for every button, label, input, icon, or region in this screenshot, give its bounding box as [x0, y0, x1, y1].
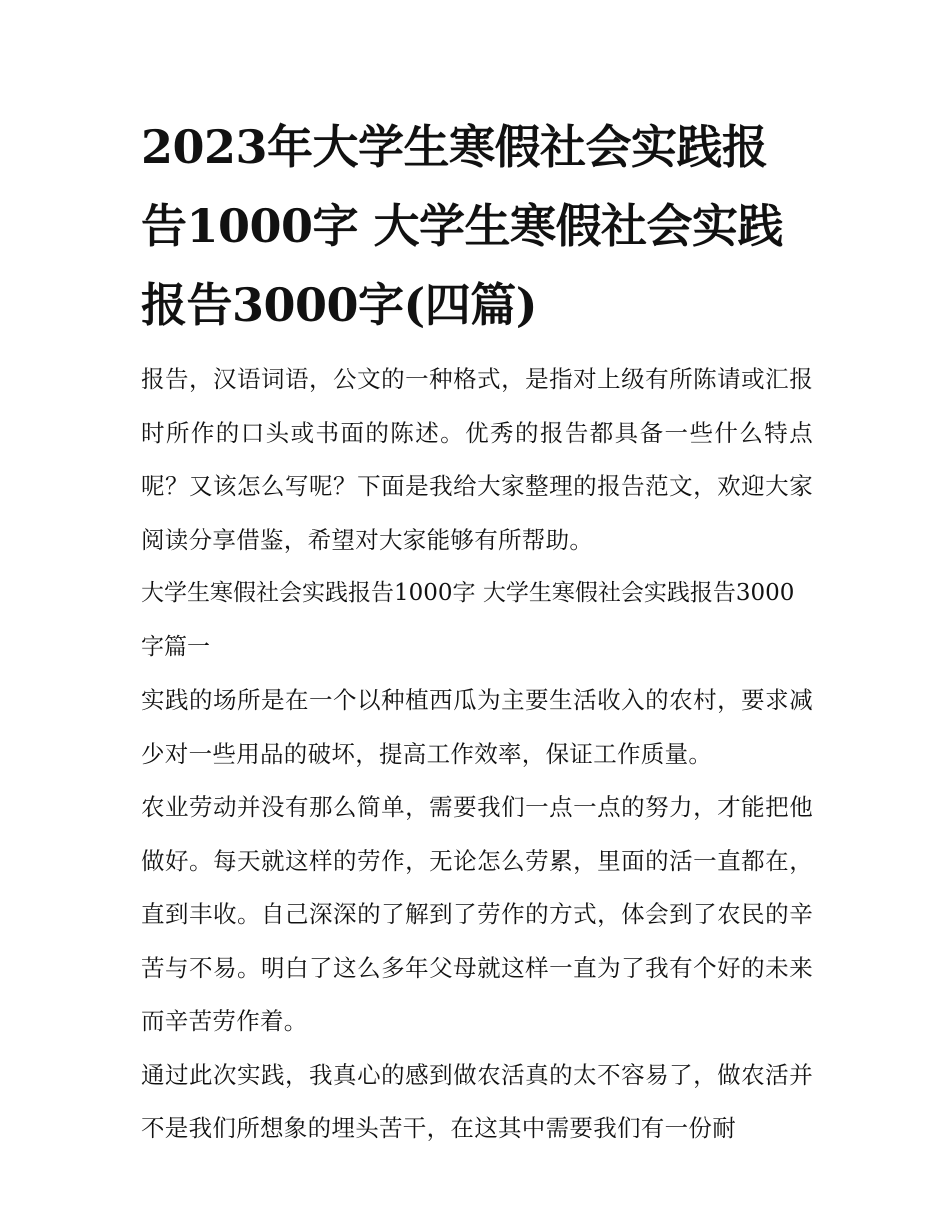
section-heading: 大学生寒假社会实践报告1000字 大学生寒假社会实践报告3000字篇一	[141, 580, 795, 660]
body-paragraph-1: 实践的场所是在一个以种植西瓜为主要生活收入的农村，要求减少对一些用品的破坏，提高工作效率，保证工作质量。	[141, 686, 813, 768]
body-paragraph-3: 通过此次实践，我真心的感到做农活真的太不容易了，做农活并不是我们所想象的埋头苦干，在这其中需要我们有一份耐	[141, 1060, 813, 1142]
document-page	[141, 108, 813, 1156]
document-title: 2023年大学生寒假社会实践报告1000字 大学生寒假社会实践报告3000字(四篇)	[141, 120, 784, 332]
body-paragraph-2: 农业劳动并没有那么简单，需要我们一点一点的努力，才能把他做好。每天就这样的劳作，无论怎么劳累，里面的活一直都在，直到丰收。自己深深的了解到了劳作的方式，体会到了农民的辛苦与不易。明白了这么多年父母就这样一直为了我有个好的未来而辛苦劳作着。	[141, 793, 813, 1035]
intro-paragraph: 报告，汉语词语，公文的一种格式，是指对上级有所陈请或汇报时所作的口头或书面的陈述。优秀的报告都具备一些什么特点呢？又该怎么写呢？下面是我给大家整理的报告范文，欢迎大家阅读分享借鉴，希望对大家能够有所帮助。	[141, 365, 813, 554]
